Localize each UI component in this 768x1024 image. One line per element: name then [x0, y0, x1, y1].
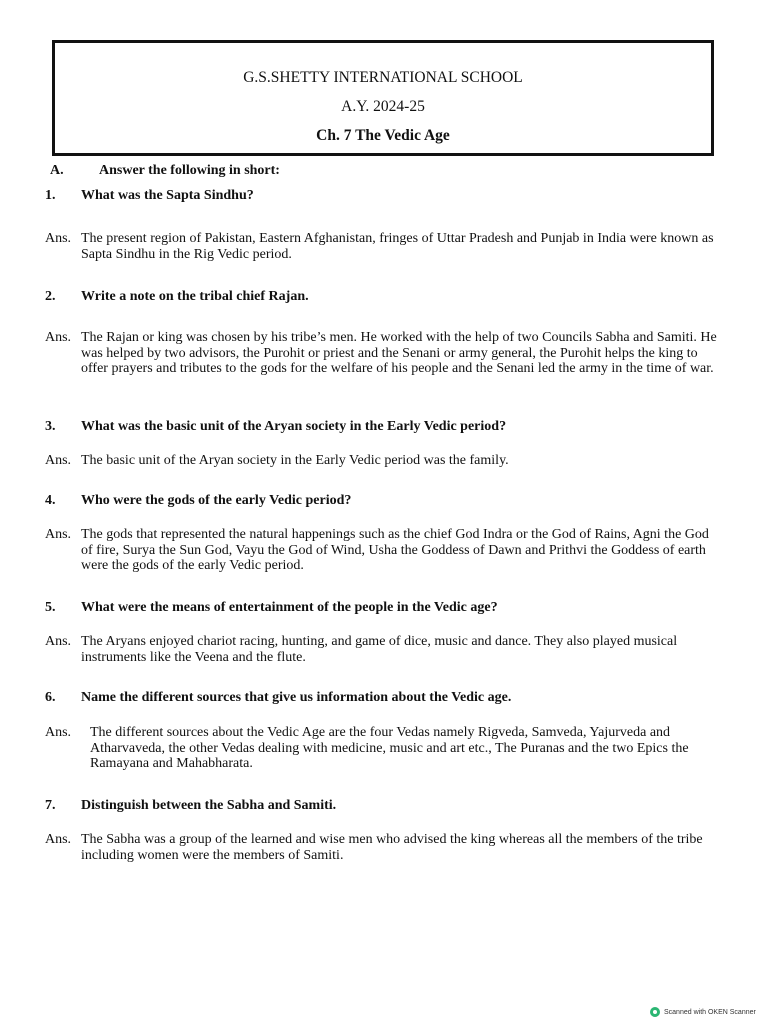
question-text: What was the basic unit of the Aryan society in the Early Vedic period? [81, 419, 507, 434]
answer-prefix: Ans. [45, 231, 72, 246]
chapter-title: Ch. 7 The Vedic Age [316, 127, 450, 144]
scanner-logo-icon [650, 1007, 660, 1017]
academic-year: A.Y. 2024-25 [341, 98, 425, 115]
question-text: What was the Sapta Sindhu? [81, 188, 254, 203]
question-text: Write a note on the tribal chief Rajan. [81, 289, 309, 304]
question-6 [0, 690, 768, 708]
question-number: 3. [45, 419, 56, 434]
scanner-text: Scanned with OKEN Scanner [664, 1008, 756, 1016]
question-text: Name the different sources that give us information about the Vedic age. [81, 690, 512, 705]
question-2 [0, 289, 768, 307]
question-number: 7. [45, 798, 56, 813]
title-box [52, 40, 714, 156]
answer-text: The Rajan or king was chosen by his tribe’s men. He worked with the help of two Councils Sabha and Samiti. He was helped by two advisors, the Purohit or priest and the Senani or army general, the Purohit helps the king to offer prayers and tributes to the gods for the welfare of his people and the Senani led the army in the time of war. [81, 330, 717, 376]
answer-text: The different sources about the Vedic Age are the four Vedas namely Rigveda, Samveda, Yajurveda and Atharvaveda, the other Vedas dealing with medicine, music and art etc., The Puranas and the two Epics the Ramayana and Mahabharata. [90, 725, 689, 771]
answer-text: The basic unit of the Aryan society in the Early Vedic period was the family. [81, 453, 509, 468]
answer-text: The gods that represented the natural happenings such as the chief God Indra or the God of Rains, Agni the God of fire, Surya the Sun God, Vayu the God of Wind, Usha the Goddess of Dawn and Prithvi the Goddess of earth were the gods of the early Vedic period. [81, 527, 709, 573]
answer-text: The present region of Pakistan, Eastern Afghanistan, fringes of Uttar Pradesh and Punjab in India were known as Sapta Sindhu in the Rig Vedic period. [81, 231, 714, 262]
answer-prefix: Ans. [45, 634, 72, 649]
question-number: 4. [45, 493, 56, 508]
section-letter: A. [50, 163, 64, 178]
answer-prefix: Ans. [45, 725, 72, 740]
question-5 [0, 600, 768, 618]
question-7 [0, 798, 768, 816]
question-4 [0, 493, 768, 511]
section-title: Answer the following in short: [99, 163, 280, 178]
question-1 [0, 188, 768, 206]
answer-prefix: Ans. [45, 832, 72, 847]
answer-prefix: Ans. [45, 330, 72, 345]
school-name: G.S.SHETTY INTERNATIONAL SCHOOL [243, 69, 523, 86]
answer-text: The Sabha was a group of the learned and wise men who advised the king whereas all the members of the tribe including women were the members of Samiti. [81, 832, 703, 863]
scanner-watermark [650, 1007, 756, 1017]
question-number: 5. [45, 600, 56, 615]
question-number: 6. [45, 690, 56, 705]
question-text: Who were the gods of the early Vedic period? [81, 493, 352, 508]
question-number: 1. [45, 188, 56, 203]
answer-prefix: Ans. [45, 527, 72, 542]
question-text: Distinguish between the Sabha and Samiti. [81, 798, 337, 813]
question-text: What were the means of entertainment of the people in the Vedic age? [81, 600, 498, 615]
question-number: 2. [45, 289, 56, 304]
question-3 [0, 419, 768, 437]
answer-text: The Aryans enjoyed chariot racing, hunting, and game of dice, music and dance. They also played musical instruments like the Veena and the flute. [81, 634, 678, 665]
answer-prefix: Ans. [45, 453, 72, 468]
